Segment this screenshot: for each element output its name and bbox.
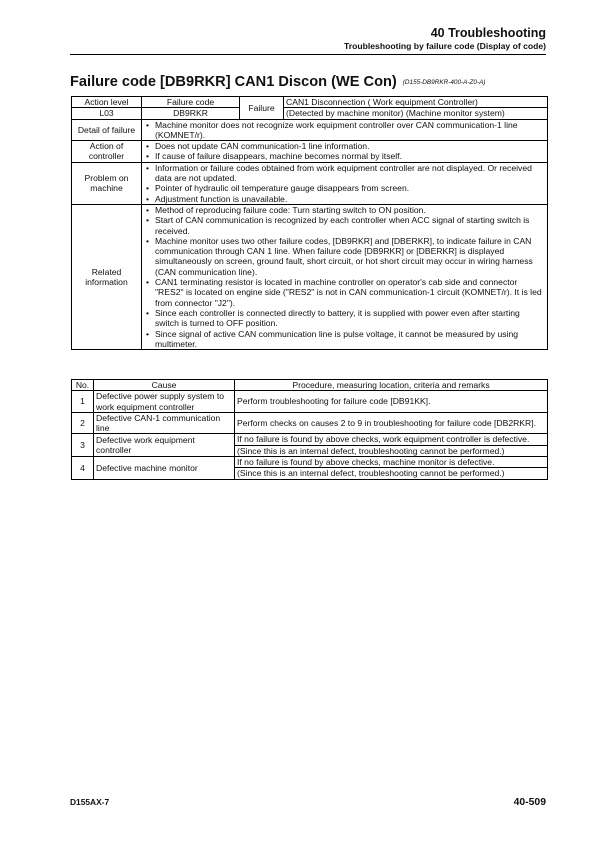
list-item: • Since signal of active CAN communication line is pulse voltage, it cannot be measured by using multimeter.: [144, 329, 545, 350]
table-row: [72, 457, 548, 468]
cause-text: Defective work equipment controller: [94, 434, 235, 457]
cause-table: [71, 379, 548, 480]
procedure-header: Procedure, measuring location, criteria and remarks: [235, 380, 548, 391]
list-item: • Information or failure codes obtained from work equipment controller are not displayed. Or received data are not updated.: [144, 163, 545, 184]
page-number: 40-509: [513, 797, 546, 808]
cause-number: 4: [72, 457, 94, 480]
action-of-controller-row: [72, 141, 548, 163]
procedure-note: (Since this is an internal defect, troubleshooting cannot be performed.): [235, 468, 548, 479]
failure-code-header: Failure code: [142, 97, 240, 108]
procedure-text: Perform checks on causes 2 to 9 in troubleshooting for failure code [DB2RKR].: [235, 412, 548, 434]
list-item: • CAN1 terminating resistor is located in machine controller on operator's cab side and connector "RES2" is located on engine side ("RES2" is not in CAN communication-1 circuit (KOMNET/r). It is led from connector "J2").: [144, 277, 545, 308]
failure-label: Failure: [240, 97, 284, 120]
list-item: • Does not update CAN communication-1 line information.: [144, 141, 545, 151]
failure-name: CAN1 Disconnection ( Work equipment Controller): [284, 97, 548, 108]
cause-text: Defective power supply system to work equipment controller: [94, 391, 235, 413]
cause-number: 1: [72, 391, 94, 413]
summary-value-row: [72, 108, 548, 119]
table-row: [72, 434, 548, 445]
list-item: • Start of CAN communication is recognized by each controller when ACC signal of starting switch is received.: [144, 215, 545, 236]
problem-on-machine-label: Problem on machine: [72, 162, 142, 204]
cause-header-row: [72, 380, 548, 391]
model-number: D155AX-7: [70, 797, 110, 807]
related-information-content: [142, 204, 548, 349]
action-of-controller-label: Action of controller: [72, 141, 142, 163]
list-item: • Since each controller is connected directly to battery, it is supplied with power even after starting switch is turned to OFF position.: [144, 308, 545, 329]
cause-number: 3: [72, 434, 94, 457]
detail-of-failure-row: [72, 119, 548, 141]
procedure-text: If no failure is found by above checks, machine monitor is defective.: [235, 457, 548, 468]
list-item: • Adjustment function is unavailable.: [144, 194, 545, 204]
cause-text: Defective machine monitor: [94, 457, 235, 480]
list-item: • If cause of failure disappears, machine becomes normal by itself.: [144, 151, 545, 161]
header-divider: [70, 54, 546, 55]
procedure-text: Perform troubleshooting for failure code [DB91KK].: [235, 391, 548, 413]
failure-summary-table: [71, 96, 548, 350]
action-level-value: L03: [72, 108, 142, 119]
no-header: No.: [72, 380, 94, 391]
chapter-title: 40 Troubleshooting: [430, 26, 546, 40]
summary-header-row: [72, 97, 548, 108]
procedure-note: (Since this is an internal defect, troubleshooting cannot be performed.): [235, 445, 548, 456]
list-item: • Method of reproducing failure code: Turn starting switch to ON position.: [144, 205, 545, 215]
list-item: • Pointer of hydraulic oil temperature gauge disappears from screen.: [144, 183, 545, 193]
failure-code-value: DB9RKR: [142, 108, 240, 119]
cause-number: 2: [72, 412, 94, 434]
table-row: [72, 412, 548, 434]
related-information-row: [72, 204, 548, 349]
list-item: • Machine monitor does not recognize work equipment controller over CAN communication-1 line (KOMNET/r).: [144, 120, 545, 141]
problem-on-machine-row: [72, 162, 548, 204]
cause-text: Defective CAN-1 communication line: [94, 412, 235, 434]
cause-header: Cause: [94, 380, 235, 391]
failure-code-title: Failure code [DB9RKR] CAN1 Discon (WE Con): [70, 74, 397, 90]
problem-on-machine-content: [142, 162, 548, 204]
section-title: Troubleshooting by failure code (Display of code): [344, 41, 546, 51]
page-heading: [70, 74, 486, 90]
list-item: • Machine monitor uses two other failure codes, [DB9RKR] and [DBERKR], to indicate failure in CAN communication through CAN 1 line. When failure code [DB9RKR] or [DBERKR] is displayed simultaneously on screen, ground fault, short circuit, or hot short circuit may occur in wiring harness (CAN communication line).: [144, 236, 545, 277]
related-information-label: Related information: [72, 204, 142, 349]
action-level-header: Action level: [72, 97, 142, 108]
action-of-controller-content: [142, 141, 548, 163]
document-reference: (D155-DB9RKR-400-A-Z0-A): [402, 79, 486, 86]
detail-of-failure-label: Detail of failure: [72, 119, 142, 141]
failure-detected-by: (Detected by machine monitor) (Machine monitor system): [284, 108, 548, 119]
detail-of-failure-content: [142, 119, 548, 141]
table-row: [72, 391, 548, 413]
procedure-text: If no failure is found by above checks, work equipment controller is defective.: [235, 434, 548, 445]
